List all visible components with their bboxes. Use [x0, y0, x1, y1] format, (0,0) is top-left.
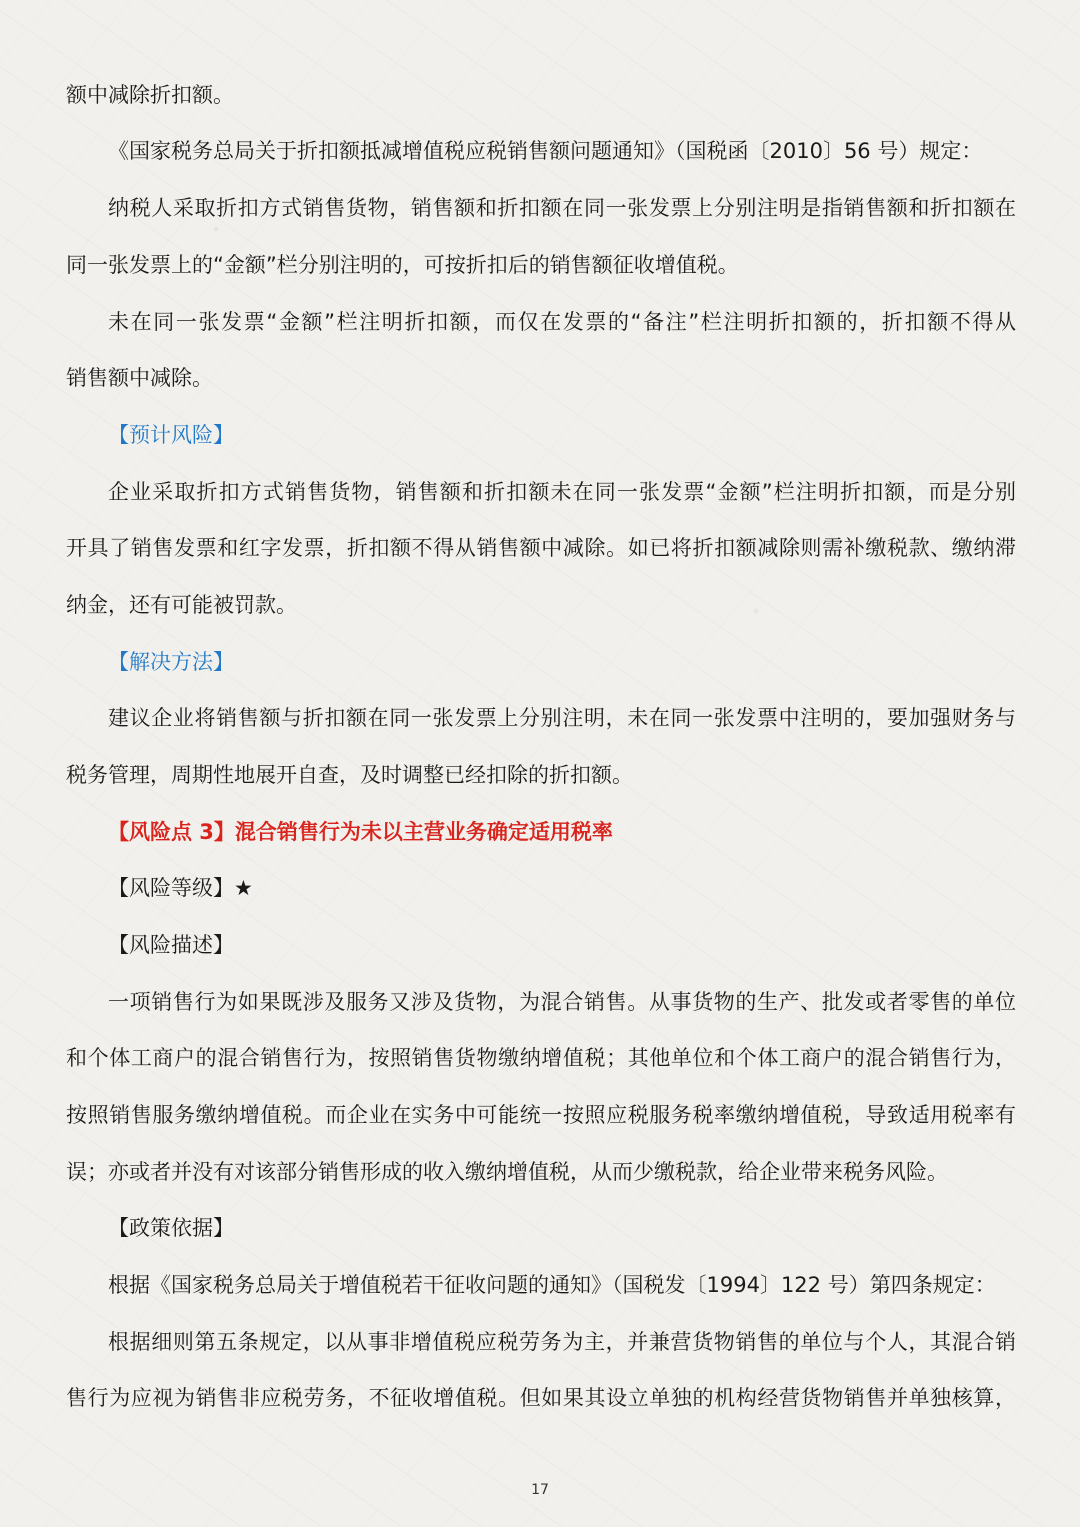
section-heading-risk-description: 【风险描述】	[108, 933, 234, 957]
paragraph-line: 纳税人采取折扣方式销售货物，销售额和折扣额在同一张发票上分别注明是指销售额和折扣额在	[108, 196, 1016, 220]
section-heading-policy-basis: 【政策依据】	[108, 1216, 234, 1240]
paragraph-line: 企业采取折扣方式销售货物，销售额和折扣额未在同一张发票“金额”栏注明折扣额，而是分别	[108, 480, 1016, 504]
section-heading-solution: 【解决方法】	[108, 650, 234, 674]
paragraph-line: 未在同一张发票“金额”栏注明折扣额，而仅在发票的“备注”栏注明折扣额的，折扣额不得从	[108, 310, 1016, 334]
paragraph-line: 建议企业将销售额与折扣额在同一张发票上分别注明，未在同一张发票中注明的，要加强财务与	[108, 706, 1016, 730]
section-heading-expected-risk: 【预计风险】	[108, 423, 234, 447]
paragraph-line: 同一张发票上的“金额”栏分别注明的，可按折扣后的销售额征收增值税。	[66, 253, 739, 277]
paragraph-line: 税务管理，周期性地展开自查，及时调整已经扣除的折扣额。	[66, 763, 633, 787]
paragraph-line: 纳金，还有可能被罚款。	[66, 593, 297, 617]
paragraph-line: 开具了销售发票和红字发票，折扣额不得从销售额中减除。如已将折扣额减除则需补缴税款、缴纳滞	[66, 536, 1016, 560]
paragraph-line: 误；亦或者并没有对该部分销售形成的收入缴纳增值税，从而少缴税款，给企业带来税务风险。	[66, 1160, 948, 1184]
paragraph-line: 和个体工商户的混合销售行为，按照销售货物缴纳增值税；其他单位和个体工商户的混合销售行为，	[66, 1046, 1016, 1070]
paragraph-line: 一项销售行为如果既涉及服务又涉及货物，为混合销售。从事货物的生产、批发或者零售的单位	[108, 990, 1016, 1014]
paragraph-line: 销售额中减除。	[66, 366, 213, 390]
risk-level: 【风险等级】★	[108, 876, 253, 900]
paragraph-line: 按照销售服务缴纳增值税。而企业在实务中可能统一按照应税服务税率缴纳增值税，导致适用税率有	[66, 1103, 1016, 1127]
paragraph-line: 根据细则第五条规定，以从事非增值税应税劳务为主，并兼营货物销售的单位与个人，其混合销	[108, 1330, 1016, 1354]
policy-citation: 《国家税务总局关于折扣额抵减增值税应税销售额问题通知》（国税函〔2010〕56 号）规定：	[108, 139, 983, 163]
paragraph-line: 额中减除折扣额。	[66, 83, 234, 107]
risk-point-heading: 【风险点 3】混合销售行为未以主营业务确定适用税率	[108, 820, 613, 844]
page-number: 17	[531, 1482, 549, 1498]
policy-citation: 根据《国家税务总局关于增值税若干征收问题的通知》（国税发〔1994〕122 号）第四条规定：	[108, 1273, 996, 1297]
paragraph-line: 售行为应视为销售非应税劳务，不征收增值税。但如果其设立单独的机构经营货物销售并单独核算，	[66, 1386, 1016, 1410]
